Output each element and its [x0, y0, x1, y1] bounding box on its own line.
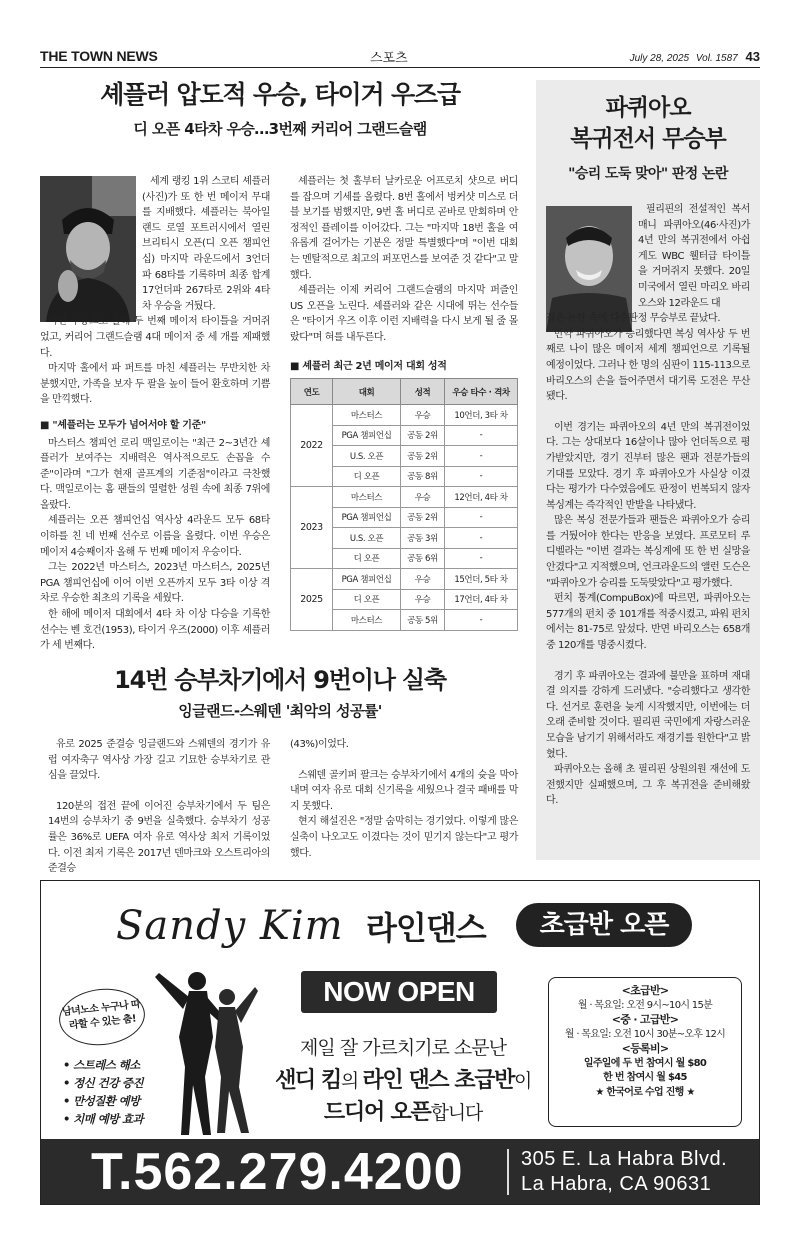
year-cell: 2023 [291, 487, 333, 569]
paragraph: 셰플러는 오픈 챔피언십 역사상 4라운드 모두 68타 이하를 친 네 번째 선수로 이름을 올렸다. 이번 우승은 메이저 4승째이자 올해 두 번째 메이저 우승이다. [40, 515, 270, 558]
issue-date: July 28, 2025 [629, 53, 690, 64]
address-line2: La Habra, CA 90631 [521, 1173, 712, 1195]
divider [507, 1149, 509, 1195]
ad-dance-title: 라인댄스 [366, 909, 486, 947]
ad-speech-bubble: 남녀노소 누구나 따라할 수 있는 춤! [56, 985, 147, 1050]
newspaper-name: THE TOWN NEWS [40, 48, 158, 64]
sidebar-story [536, 80, 760, 860]
ad-schedule-box [548, 977, 742, 1127]
sidebar-subhead: "승리 도둑 맞아" 판정 논란 [568, 166, 728, 182]
schedule-title-advanced: <중 · 고급반> [611, 1013, 679, 1026]
main-story-heading [40, 80, 520, 139]
year-cell: 2022 [291, 405, 333, 487]
event-cell: 마스터스 [333, 610, 401, 631]
score-cell: - [445, 466, 518, 487]
event-cell: 마스터스 [333, 487, 401, 508]
ad-text: 이 [513, 1070, 531, 1092]
paragraph: 그는 2022년 마스터스, 2023년 마스터스, 2025년 PGA 챔피언십에 이어 이번 오픈까지 모두 3타 이상 격차로 우승한 최초의 기록을 세웠다. [40, 562, 270, 605]
table-row [291, 487, 518, 508]
table-row [291, 569, 518, 590]
paragraph: 경기 후 파퀴아오는 결과에 불만을 표하며 재대결 의지를 강하게 드러냈다. "승리했다고 생각한다. 선거로 훈련을 늦게 시작했지만, 이번에는 더 오래 준비할 것이다. 필리핀 국민에게 자랑스러운 모습을 남기기 위해서라도 재경기를 원한다"고 밝혔다. [546, 670, 750, 760]
ad-message-line3 [253, 1095, 553, 1126]
main-story-column-2 [290, 174, 518, 346]
result-cell: 공동 8위 [401, 466, 445, 487]
result-cell: 우승 [401, 487, 445, 508]
sidebar-headline-line1: 파퀴아오 [605, 95, 691, 121]
score-cell: - [445, 507, 518, 528]
table-title: ■ 셰플러 최근 2년 메이저 대회 성적 [290, 361, 447, 372]
schedule-line: 한 번 참여시 월 $45 [603, 1072, 687, 1083]
col-header-score: 우승 타수 · 격차 [445, 379, 518, 405]
benefit-item: • 스트레스 해소 [63, 1056, 143, 1074]
score-cell: 15언더, 5타 차 [445, 569, 518, 590]
table-header-row [291, 379, 518, 405]
benefit-item: • 만성질환 예방 [63, 1092, 143, 1110]
score-cell: - [445, 446, 518, 467]
paragraph: 많은 복싱 전문가들과 팬들은 파퀴아오가 승리를 거뒀어야 한다는 반응을 보였다. 프로모터 루 디벨라는 "이번 결과는 복싱계에 또 한 번 실망을 안겼다"고 지적했으며, 언크라운드의 앨런 도슨은 "파퀴아오가 승리를 도둑맞았다"고 평가했다. [546, 515, 750, 589]
paragraph: 세계 랭킹 1위 스코티 셰플러(사진)가 또 한 번 메이저 무대를 지배했다. 셰플러는 북아일랜드 로열 포트러시에서 열린 브리티시 오픈(디 오픈 챔피언십) 마지막 라운드에서 3언더파 68타를 기록하며 최종 합계 17언더파 267타로 2위와 4타 차 우승을 거뒀다. [142, 176, 270, 312]
paragraph: 결은 논란 속에 다수판정 무승부로 끝났다. [546, 313, 721, 325]
result-cell: 우승 [401, 589, 445, 610]
result-cell: 공동 5위 [401, 610, 445, 631]
paragraph: 필리핀의 전설적인 복서 매니 파퀴아오(46·사진)가 4년 만의 복귀전에서 아쉽게도 WBC 웰터급 타이틀을 거머쥐지 못했다. 20일 미국에서 열린 마리오 바리오스와 12라운드 대 [638, 204, 750, 309]
score-cell: 12언더, 4타 차 [445, 487, 518, 508]
paragraph: 마스터스 챔피언 로리 맥일로이는 "최근 2~3년간 셰플러가 보여주는 지배력은 역사적으로도 손꼽을 수준"이라며 "그가 현재 골프계의 기준점"이라고 극찬했다. 맥일로이는 홈 팬들의 열렬한 성원 속에 최종 7위에 올랐다. [40, 437, 270, 511]
sidebar-headline-line2: 복귀전서 무승부 [570, 126, 726, 152]
result-cell: 우승 [401, 569, 445, 590]
line-dance-advertisement [40, 880, 760, 1205]
ad-benefits-list [63, 1056, 143, 1128]
event-cell: U.S. 오픈 [333, 528, 401, 549]
paragraph: 셰플러는 이제 커리어 그랜드슬램의 마지막 퍼즐인 US 오픈을 노린다. 셰플러와 같은 시대에 뛰는 선수들은 "타이거 우즈 이후 이런 지배력을 다시 보게 될 줄 몰랐다"며 혀를 내두른다. [290, 285, 518, 343]
issue-volume: Vol. 1587 [695, 53, 738, 64]
score-cell: - [445, 548, 518, 569]
ad-message-line1: 제일 잘 가르치기로 소문난 [299, 1037, 506, 1059]
second-headline: 14번 승부차기에서 9번이나 실축 [114, 666, 446, 694]
paragraph: 펀치 통계(CompuBox)에 따르면, 파퀴아오는 577개의 펀치 중 101개를 적중시켰고, 파워 펀치에서는 81-75로 앞섰다. 반면 바리오스는 658개 중 120개를 명중시켰다. [546, 593, 750, 652]
result-cell: 공동 2위 [401, 507, 445, 528]
main-story-column-1 [40, 174, 270, 654]
benefit-item: • 치매 예방 효과 [63, 1110, 143, 1128]
ad-open-badge: 초급반 오픈 [516, 903, 692, 947]
page-number: 43 [745, 49, 760, 64]
benefit-item: • 정신 건강 증진 [63, 1074, 143, 1092]
ad-text: 의 [340, 1070, 363, 1092]
score-cell: 10언더, 3타 차 [445, 405, 518, 426]
section-subhead: ■ "셰플러는 모두가 넘어서야 할 기준" [40, 419, 206, 431]
schedule-title-fee: <등록비> [621, 1042, 669, 1055]
ad-contact-bar [41, 1139, 759, 1205]
schedule-line: 일주일에 두 번 참여시 월 $80 [583, 1057, 707, 1069]
paragraph: 이번 우승으로 올해 두 번째 메이저 타이틀을 거머쥐었고, 커리어 그랜드슬램 4대 메이저 중 세 개를 제패했다. [40, 316, 270, 359]
event-cell: PGA 챔피언십 [333, 425, 401, 446]
ad-open-text: 드디어 오픈 [323, 1100, 431, 1125]
address-line1: 305 E. La Habra Blvd. [521, 1148, 728, 1170]
score-cell: - [445, 610, 518, 631]
second-subhead: 잉글랜드-스웨덴 '최악의 성공률' [178, 702, 382, 720]
paragraph: 셰플러는 첫 홀부터 날카로운 어프로치 샷으로 버디를 잡으며 기세를 올렸다. 8번 홀에서 벙커샷 미스로 더블 보기를 범했지만, 9번 홀 버디로 곧바로 만회하며 안정적인 플레이를 이어갔다. 그는 "마지막 18번 홀을 여유롭게 걸어가는 기분은 정말 특별했다"며 "이번 대회는 멘탈적으로 최고의 퍼포먼스를 보여준 것 같다"고 말했다. [290, 176, 518, 281]
table-body [291, 405, 518, 631]
paragraph: (43%)이었다. [290, 739, 349, 750]
result-cell: 공동 2위 [401, 446, 445, 467]
sidebar-headline [536, 93, 760, 155]
col-header-event: 대회 [333, 379, 401, 405]
page-header [40, 44, 760, 68]
second-story-column-1 [48, 737, 270, 877]
event-cell: U.S. 오픈 [333, 446, 401, 467]
major-results-table [290, 378, 518, 631]
event-cell: PGA 챔피언십 [333, 569, 401, 590]
ad-brand-name: Sandy Kim [116, 903, 344, 949]
event-cell: 디 오픈 [333, 589, 401, 610]
main-headline: 셰플러 압도적 우승, 타이거 우즈급 [100, 80, 460, 109]
ad-address [521, 1147, 727, 1197]
paragraph: 이번 경기는 파퀴아오의 4년 만의 복귀전이었다. 그는 상대보다 16살이나 많아 언더독으로 평가받았지만, 경기 진부터 많은 팬과 전문가들의 기대를 모았다. 경기 후 파퀴아오가 사실상 이겼다는 평가가 다수였음에도 판정이 번복되지 않자 복싱계는 즉각적인 반발을 나타냈다. [546, 421, 750, 511]
sidebar-body [546, 202, 750, 809]
event-cell: 디 오픈 [333, 548, 401, 569]
schedule-line: 월 · 목요일: 오전 9시~10시 15분 [577, 999, 713, 1011]
paragraph: 만약 파퀴아오가 승리했다면 복싱 역사상 두 번째로 나이 많은 메이저 세계 챔피언으로 기록될 예정이었다. 그러나 한 명의 심판이 115-113으로 바리오스의 손을 들어주면서 대기록 도전은 무산됐다. [546, 328, 750, 403]
col-header-result: 성적 [401, 379, 445, 405]
ad-now-open-banner: NOW OPEN [301, 971, 497, 1013]
score-cell: - [445, 425, 518, 446]
col-header-year: 연도 [291, 379, 333, 405]
year-cell: 2025 [291, 569, 333, 631]
paragraph: 유로 2025 준결승 잉글랜드와 스웨덴의 경기가 유럽 여자축구 역사상 가장 길고 기묘한 승부차기로 관심을 끌었다. [48, 739, 270, 782]
score-cell: 17언더, 4타 차 [445, 589, 518, 610]
schedule-note: ★ 한국어로 수업 진행 ★ [595, 1086, 695, 1098]
paragraph: 120분의 접전 끝에 이어진 승부차기에서 두 팀은 14번의 승부차기 중 9번을 실축했다. 승부차기 성공률은 36%로 UEFA 여자 유로 역사상 최저 기록이었다. 이전 최저 기록은 2017년 덴마크와 오스트리아의 준결승 [48, 800, 270, 875]
second-story-column-2 [290, 737, 518, 861]
paragraph: 마지막 홀에서 파 퍼트를 마친 셰플러는 무반치한 차분했지만, 가족을 보자 두 팔을 높이 들어 환호하며 기쁨을 만끽했다. [40, 363, 270, 406]
event-cell: PGA 챔피언십 [333, 507, 401, 528]
score-cell: - [445, 528, 518, 549]
ad-teacher-name: 샌디 킴 [275, 1068, 341, 1093]
result-cell: 공동 3위 [401, 528, 445, 549]
paragraph: 한 해에 메이저 대회에서 4타 차 이상 다승을 기록한 선수는 벤 호건(1953), 타이거 우즈(2000) 이후 셰플러가 세 번째다. [40, 609, 270, 652]
result-cell: 공동 2위 [401, 425, 445, 446]
paragraph: 현지 해설진은 "정말 숨막히는 경기였다. 이렇게 많은 실축이 나오고도 이겼다는 것이 믿기지 않는다"고 평가했다. [290, 816, 518, 859]
paragraph: 파퀴아오는 올해 초 필리핀 상원의원 재선에 도전했지만 실패했으며, 그 후 복귀전을 준비해왔다. [546, 764, 750, 807]
ad-text: 합니다 [430, 1102, 483, 1124]
result-cell: 우승 [401, 405, 445, 426]
issue-info [630, 49, 760, 64]
ad-message-line2 [253, 1063, 553, 1094]
paragraph: 스웨덴 골키퍼 팔크는 승부차기에서 4개의 슛을 막아내며 여자 유로 대회 신기록을 세웠으나 결국 패배를 막지 못했다. [290, 769, 518, 812]
table-row [291, 405, 518, 426]
main-subhead: 디 오픈 4타차 우승…3번째 커리어 그랜드슬램 [133, 120, 427, 138]
ad-phone-number[interactable]: T.562.279.4200 [91, 1143, 464, 1201]
event-cell: 디 오픈 [333, 466, 401, 487]
ad-class-name: 라인 댄스 초급반 [362, 1068, 514, 1093]
result-cell: 공동 6위 [401, 548, 445, 569]
schedule-line: 월 · 목요일: 오전 10시 30분~오후 12시 [564, 1028, 726, 1040]
event-cell: 마스터스 [333, 405, 401, 426]
schedule-title-beginner: <초급반> [621, 984, 669, 997]
section-name: 스포츠 [370, 51, 408, 66]
dancers-silhouette-icon [149, 967, 259, 1137]
